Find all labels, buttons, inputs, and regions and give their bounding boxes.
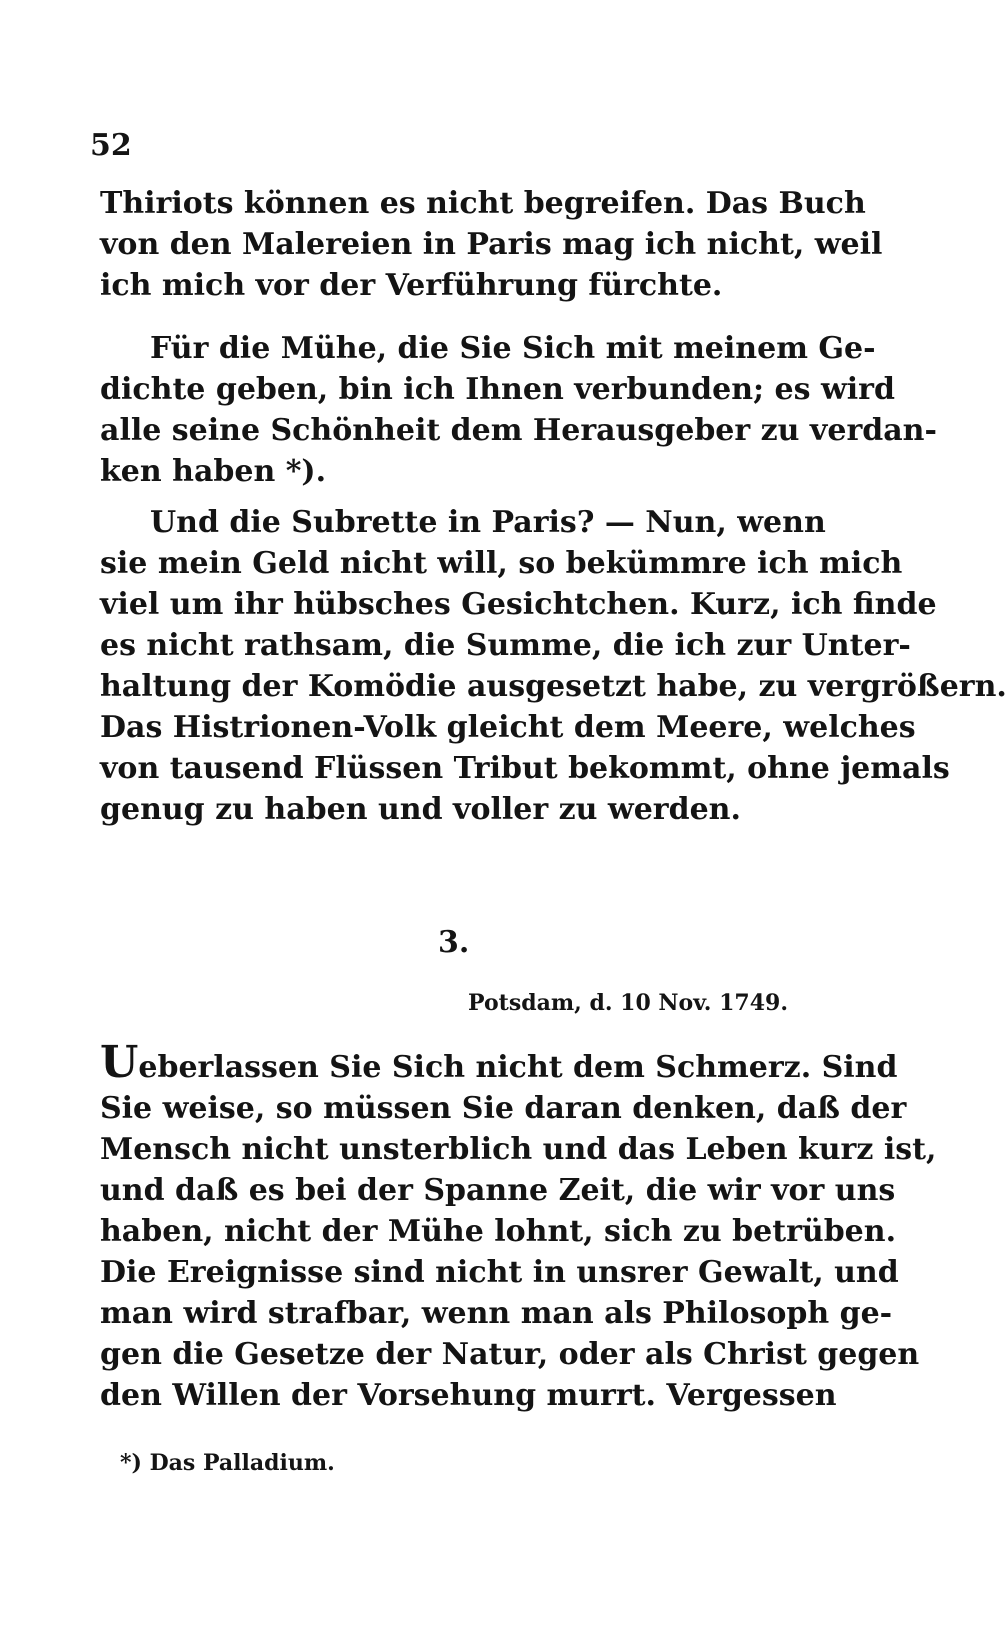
first-line-text: eberlassen Sie Sich nicht dem Schmerz. Sind: [138, 1050, 898, 1085]
paragraph-1: [100, 183, 883, 306]
text-line: haben, nicht der Mühe lohnt, sich zu betrüben.: [100, 1214, 897, 1249]
text-line: haltung der Komödie ausgesetzt habe, zu vergrößern.: [100, 669, 1007, 704]
text-line: es nicht rathsam, die Summe, die ich zur Unter-: [100, 628, 911, 663]
letter-number: 3.: [438, 925, 470, 960]
text-line: ich mich vor der Verführung fürchte.: [100, 268, 723, 303]
letter-body: [100, 1037, 937, 1416]
text-line: man wird strafbar, wenn man als Philosoph ge-: [100, 1296, 893, 1331]
text-line: von den Malereien in Paris mag ich nicht, weil: [100, 227, 883, 262]
text-line: sie mein Geld nicht will, so bekümmre ich mich: [100, 546, 903, 581]
text-line: von tausend Flüssen Tribut bekommt, ohne jemals: [100, 751, 950, 786]
text-line: viel um ihr hübsches Gesichtchen. Kurz, ich finde: [100, 587, 937, 622]
text-line: Thiriots können es nicht begreifen. Das Buch: [100, 186, 866, 221]
text-line: genug zu haben und voller zu werden.: [100, 792, 741, 827]
text-line: dichte geben, bin ich Ihnen verbunden; es wird: [100, 372, 895, 407]
drop-cap: U: [100, 1037, 139, 1088]
text-line: ken haben *).: [100, 454, 327, 489]
paragraph-2: [100, 328, 937, 492]
text-line: gen die Gesetze der Natur, oder als Christ gegen: [100, 1337, 920, 1372]
text-line: Für die Mühe, die Sie Sich mit meinem Ge-: [150, 331, 876, 366]
letter-dateline: Potsdam, d. 10 Nov. 1749.: [468, 990, 788, 1016]
paragraph-3: [100, 502, 1007, 830]
text-line: den Willen der Vorsehung murrt. Vergessen: [100, 1378, 837, 1413]
text-line: Mensch nicht unsterblich und das Leben kurz ist,: [100, 1132, 937, 1167]
text-line-first: [100, 1037, 898, 1088]
text-line: Und die Subrette in Paris? — Nun, wenn: [150, 505, 826, 540]
text-line: und daß es bei der Spanne Zeit, die wir vor uns: [100, 1173, 896, 1208]
text-line: alle seine Schönheit dem Herausgeber zu verdan-: [100, 413, 937, 448]
footnote: *) Das Palladium.: [120, 1450, 335, 1476]
text-line: Die Ereignisse sind nicht in unsrer Gewalt, und: [100, 1255, 899, 1290]
page-number: 52: [90, 128, 132, 163]
text-line: Das Histrionen-Volk gleicht dem Meere, welches: [100, 710, 916, 745]
text-line: Sie weise, so müssen Sie daran denken, daß der: [100, 1091, 907, 1126]
